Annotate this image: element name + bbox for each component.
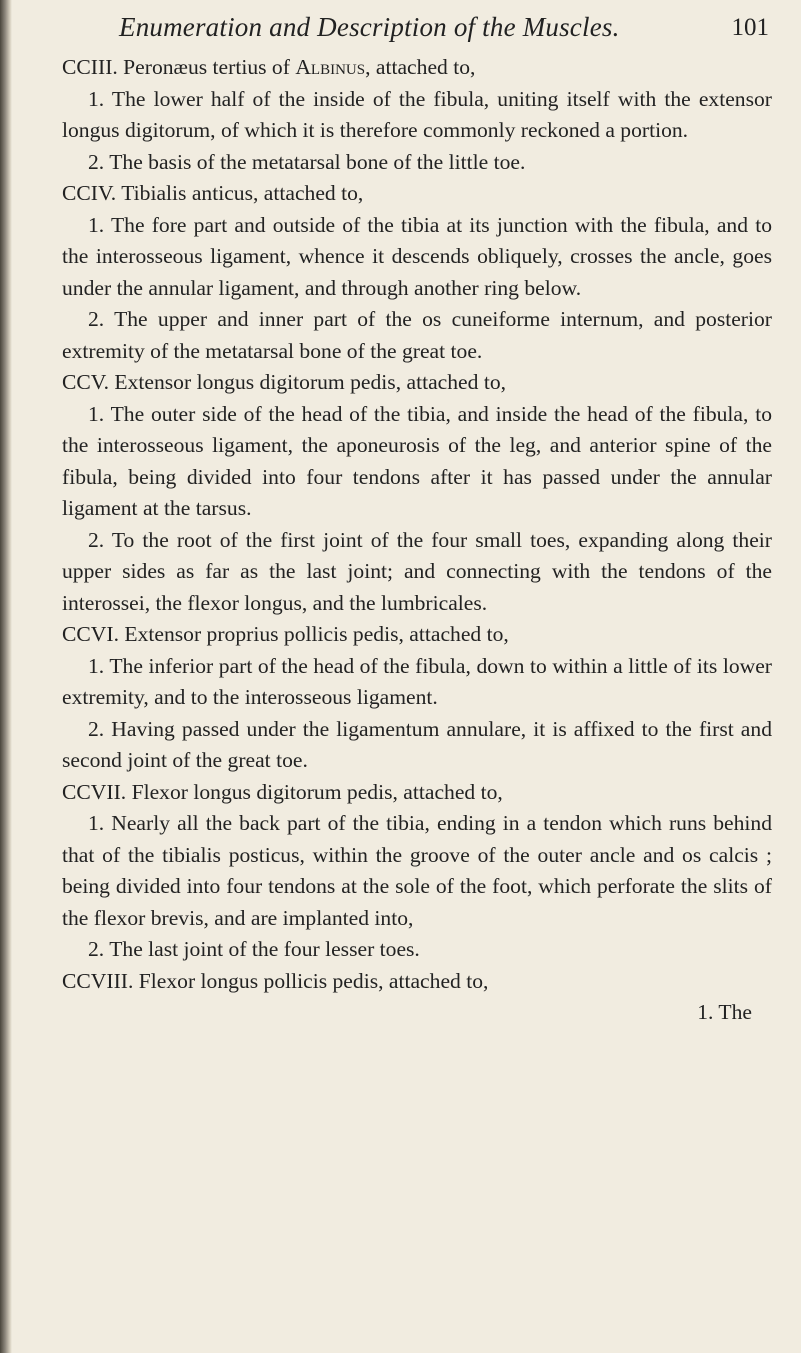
author-name: Albinus bbox=[295, 55, 366, 79]
entry-heading: CCVIII. Flexor longus pollicis pedis, attached to, bbox=[62, 968, 489, 993]
entry-item: 2. The basis of the metatarsal bone of the little toe. bbox=[88, 149, 526, 174]
entry-item: 2. The last joint of the four lesser toes. bbox=[88, 937, 420, 961]
running-head bbox=[62, 8, 772, 52]
entry-heading: CCVII. Flexor longus digitorum pedis, attached to, bbox=[62, 779, 503, 804]
page-number: 101 bbox=[731, 14, 769, 41]
entry-item: 1. The inferior part of the head of the fibula, down to within a little of its lower extremity, and to the interosseous ligament. bbox=[62, 653, 772, 709]
entry-item: 1. Nearly all the back part of the tibia, ending in a tendon which runs behind that of the tibialis posticus, within the groove of the outer ancle and os calcis ; being divided into four tendons at the sole of the foot, which perforate the slits of the flexor brevis, and are implanted into, bbox=[62, 811, 772, 930]
entry-item: 1. The outer side of the head of the tibia, and inside the head of the fibula, to the interosseous ligament, the aponeurosis of the leg, and anterior spine of the fibula, being divided into four tendons after it has passed under the annular ligament at the tarsus. bbox=[62, 401, 772, 520]
entry-heading: CCV. Extensor longus digitorum pedis, attached to, bbox=[62, 370, 507, 394]
entry-heading: CCIII. Peronæus tertius of Albinus, attached to, bbox=[62, 55, 476, 79]
page-gutter-shadow bbox=[0, 0, 12, 1353]
entry-item: 1. The fore part and outside of the tibia at its junction with the fibula, and to the interosseous ligament, whence it descends obliquely, crosses the ancle, goes under the annular ligament, and through another ring below. bbox=[62, 212, 772, 300]
entry-item: 2. Having passed under the ligamentum annulare, it is affixed to the first and second joint of the great toe. bbox=[62, 716, 772, 772]
entry-heading: CCVI. Extensor proprius pollicis pedis, attached to, bbox=[62, 622, 509, 646]
entry-heading: CCIV. Tibialis anticus, attached to, bbox=[62, 181, 364, 205]
catchword: 1. The bbox=[697, 1000, 752, 1024]
book-page bbox=[62, 8, 772, 1029]
running-title: Enumeration and Description of the Muscles. bbox=[119, 12, 620, 42]
entry-item: 2. To the root of the first joint of the four small toes, expanding along their upper sides as far as the last joint; and connecting with the tendons of the interossei, the flexor longus, and the lumbricales. bbox=[62, 527, 772, 615]
body-text bbox=[62, 52, 772, 997]
entry-item: 1. The lower half of the inside of the fibula, uniting itself with the extensor longus digitorum, of which it is therefore commonly reckoned a portion. bbox=[62, 86, 772, 142]
entry-item: 2. The upper and inner part of the os cuneiforme internum, and posterior extremity of the metatarsal bone of the great toe. bbox=[62, 307, 772, 363]
